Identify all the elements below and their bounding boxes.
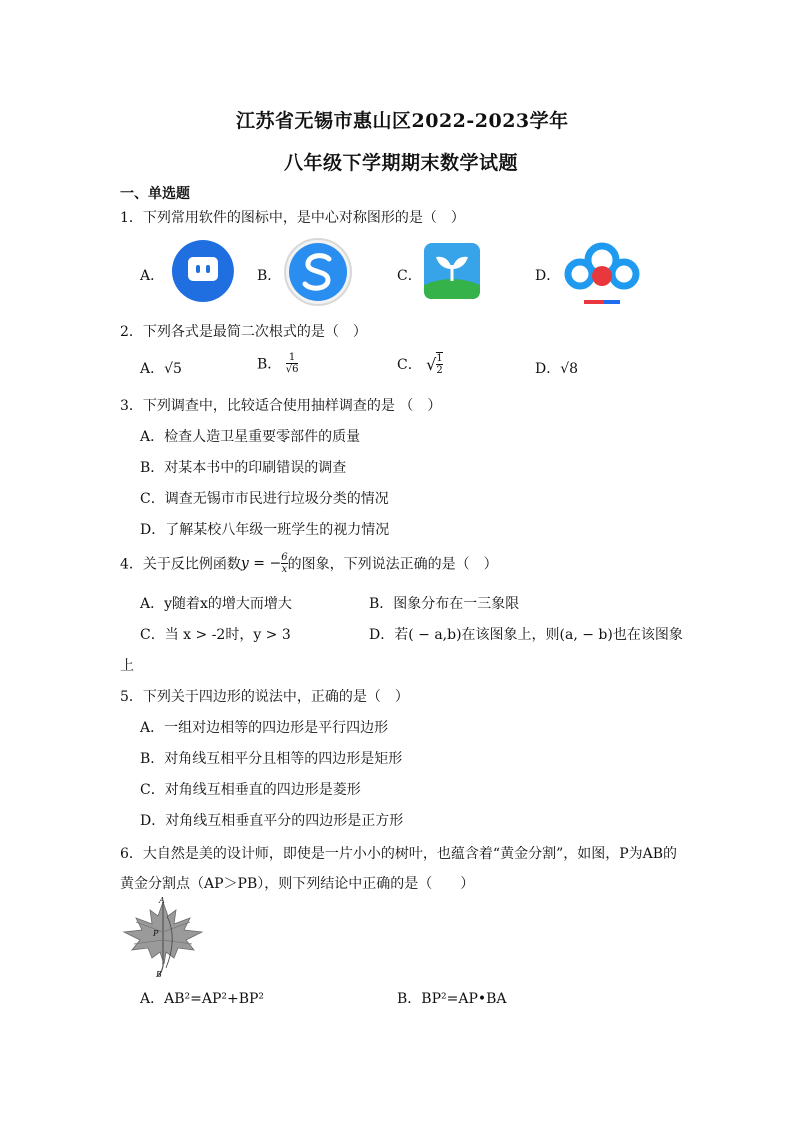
q4-stem-prefix: 4．关于反比例函数 bbox=[120, 556, 241, 573]
sprout-icon bbox=[422, 241, 482, 301]
maple-leaf-figure bbox=[120, 898, 206, 980]
q3-option-b: B．对某本书中的印刷错误的调查 bbox=[140, 460, 347, 476]
q2-option-b-numerator: 1 bbox=[286, 352, 299, 364]
q4-stem-suffix: 的图象，下列说法正确的是（ ） bbox=[287, 556, 498, 573]
question-6-stem-line-1: 6．大自然是美的设计师，即使是一片小小的树叶，也蕴含着“黄金分割”，如图，P为AB的 bbox=[120, 846, 678, 862]
q2-option-a-value: √5 bbox=[164, 361, 182, 377]
q4-stem-denominator: x bbox=[281, 564, 288, 575]
question-1-stem: 1．下列常用软件的图标中，是中心对称图形的是（ ） bbox=[120, 210, 465, 226]
q2-option-b-denominator: √6 bbox=[285, 364, 299, 375]
question-3-stem: 3．下列调查中，比较适合使用抽样调查的是 （ ） bbox=[120, 398, 442, 414]
q6-option-b: B．BP²=AP•BA bbox=[397, 991, 507, 1007]
q1-option-b: B． bbox=[257, 268, 282, 284]
q2-option-d-label: D． bbox=[535, 361, 561, 377]
q1-option-c: C． bbox=[397, 268, 422, 284]
title-line-1: 江苏省无锡市惠山区2022-2023学年 bbox=[236, 110, 569, 132]
q4-option-d: D．若( − a,b)在该图象上，则(a, − b)也在该图象 bbox=[369, 627, 683, 643]
title-line-2: 八年级下学期期末数学试题 bbox=[284, 152, 519, 174]
question-5-stem: 5．下列关于四边形的说法中，正确的是（ ） bbox=[120, 689, 409, 705]
q5-option-b: B．对角线互相平分且相等的四边形是矩形 bbox=[140, 751, 403, 767]
q4-option-b: B．图象分布在一三象限 bbox=[369, 596, 520, 612]
q1-option-d: D． bbox=[535, 268, 561, 284]
cloud-rings-icon bbox=[562, 238, 642, 310]
q4-option-a: A．y随着x的增大而增大 bbox=[140, 596, 292, 612]
q4-stem-numerator: 6 bbox=[281, 552, 288, 563]
q2-option-a-label: A． bbox=[140, 361, 165, 377]
leaf-label-p: P bbox=[153, 929, 159, 938]
q2-option-c-numerator: 1 bbox=[436, 353, 443, 364]
question-4-stem bbox=[120, 552, 498, 575]
q2-option-c bbox=[397, 352, 443, 376]
question-2-stem: 2．下列各式是最简二次根式的是（ ） bbox=[120, 324, 367, 340]
q2-option-b-fraction bbox=[286, 352, 299, 375]
q4-option-c: C．当 x > -2时，y > 3 bbox=[140, 627, 291, 643]
q2-option-c-sqrt: √ bbox=[426, 354, 437, 374]
q2-option-b-label: B． bbox=[257, 356, 282, 373]
q4-stem-function: y = − bbox=[240, 555, 282, 572]
q2-option-b bbox=[257, 352, 298, 375]
q2-option-c-fraction bbox=[436, 352, 442, 376]
chat-pin-icon bbox=[170, 238, 236, 304]
q4-option-d-wrap: 上 bbox=[120, 658, 134, 674]
q5-option-d: D．对角线互相垂直平分的四边形是正方形 bbox=[140, 813, 404, 829]
q1-option-a: A． bbox=[140, 268, 165, 284]
leaf-label-b: B bbox=[156, 970, 162, 979]
section-heading: 一、单选题 bbox=[120, 186, 190, 202]
q2-option-c-denominator: 2 bbox=[436, 365, 443, 376]
leaf-label-a: A bbox=[159, 896, 165, 905]
q3-option-c: C．调查无锡市市民进行垃圾分类的情况 bbox=[140, 491, 389, 507]
question-6-stem-line-2: 黄金分割点（AP＞PB），则下列结论中正确的是（ ） bbox=[120, 876, 475, 892]
q3-option-d: D．了解某校八年级一班学生的视力情况 bbox=[140, 522, 390, 538]
q5-option-c: C．对角线互相垂直的四边形是菱形 bbox=[140, 782, 361, 798]
q3-option-a: A．检查人造卫星重要零部件的质量 bbox=[140, 429, 361, 445]
q2-option-d-value: √8 bbox=[560, 361, 579, 377]
q2-option-c-label: C． bbox=[397, 357, 422, 373]
s-logo-icon bbox=[283, 237, 353, 307]
q6-option-a: A．AB²=AP²+BP² bbox=[140, 991, 265, 1007]
q2-option-d bbox=[535, 358, 578, 378]
q2-option-a bbox=[140, 358, 182, 378]
q5-option-a: A．一组对边相等的四边形是平行四边形 bbox=[140, 720, 389, 736]
